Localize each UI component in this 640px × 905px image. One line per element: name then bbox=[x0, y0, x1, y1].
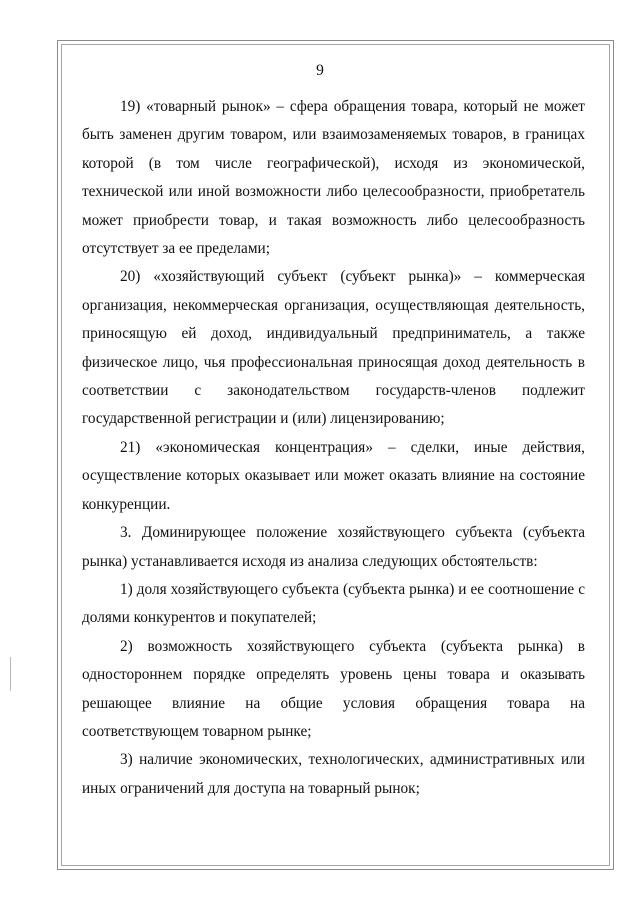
document-body bbox=[82, 93, 585, 803]
paragraph-definition-19: 19) «товарный рынок» – сфера обращения товара, который не может быть заменен другим товаром, или взаимозаменяемых товаров, в границах которой (в том числе географической), исходя из экономической, технической или иной возможности либо целесообразности, приобретатель может приобрести товар, и такая возможность либо целесообразность отсутствует за ее пределами; bbox=[82, 98, 585, 258]
paragraph-item-2: 2) возможность хозяйствующего субъекта (субъекта рынка) в одностороннем порядке определять уровень цены товара и оказывать решающее влияние на общие условия обращения товара на соответствующем товарном рынке; bbox=[82, 637, 585, 740]
paragraph-definition-21: 21) «экономическая концентрация» – сделки, иные действия, осуществление которых оказывает или может оказать влияние на состояние конкуренции. bbox=[82, 438, 585, 513]
page-number: 9 bbox=[316, 62, 324, 79]
paragraph-section-3: 3. Доминирующее положение хозяйствующего субъекта (субъекта рынка) устанавливается исходя из анализа следующих обстоятельств: bbox=[82, 524, 585, 570]
paragraph-item-1: 1) доля хозяйствующего субъекта (субъекта рынка) и ее соотношение с долями конкурентов и покупателей; bbox=[82, 580, 585, 627]
paragraph-item-3: 3) наличие экономических, технологических, административных или иных ограничений для доступа на товарный рынок; bbox=[82, 751, 585, 797]
scan-edge-mark bbox=[10, 657, 11, 691]
paragraph-definition-20: 20) «хозяйствующий субъект (субъект рынка)» – коммерческая организация, некоммерческая организация, осуществляющая деятельность, приносящую ей доход, индивидуальный предприниматель, а также физическое лицо, чья профессиональная приносящая доход деятельность в соответствии с законодательством государств-членов подлежит государственной регистрации и (или) лицензированию; bbox=[82, 268, 585, 428]
